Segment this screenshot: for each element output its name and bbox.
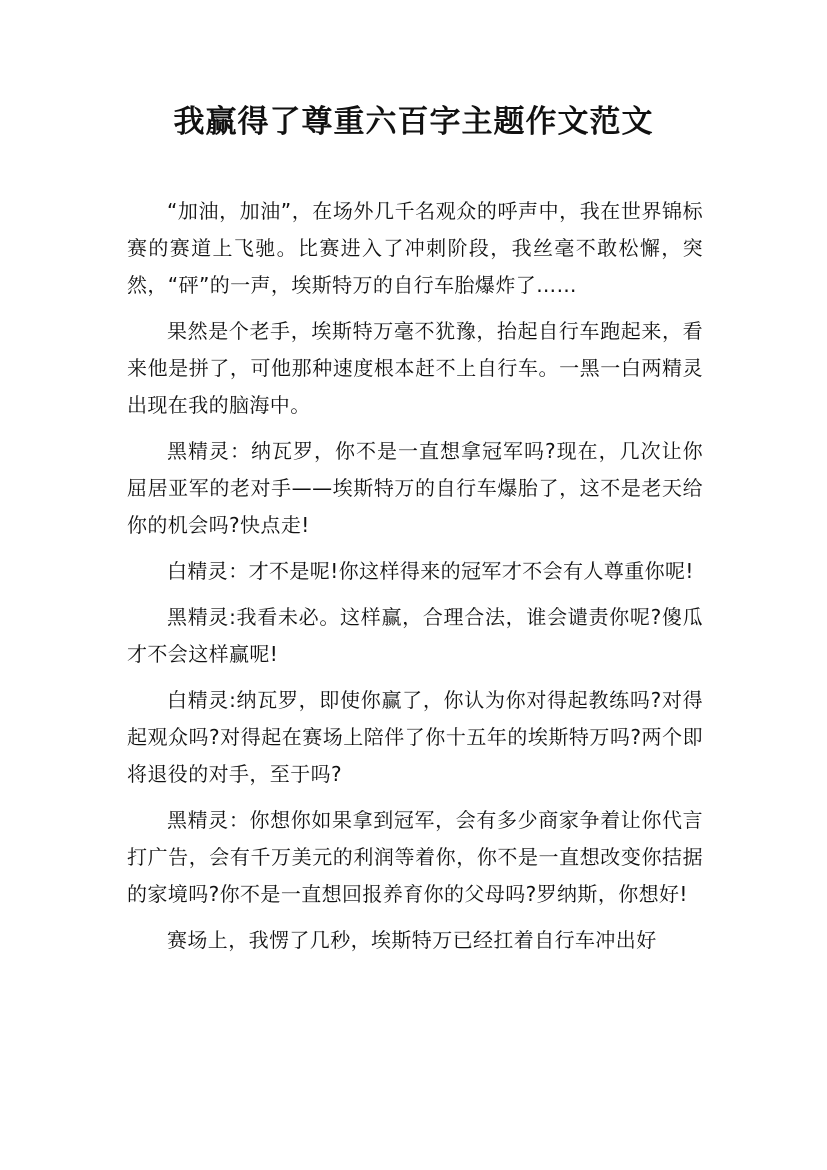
paragraph: 白精灵：才不是呢!你这样得来的冠军才不会有人尊重你呢! <box>167 559 694 583</box>
paragraph: 果然是个老手，埃斯特万毫不犹豫，抬起自行车跑起来，看来他是拼了，可他那种速度根本赶不上自行车。一黑一白两精灵出现在我的脑海中。 <box>127 319 703 417</box>
paragraph: “加油，加油”，在场外几千名观众的呼声中，我在世界锦标赛的赛道上飞驰。比赛进入了冲刺阶段，我丝毫不敢松懈，突然，“砰”的一声，埃斯特万的自行车胎爆炸了…… <box>127 199 703 297</box>
document-title: 我赢得了尊重六百字主题作文范文 <box>173 104 654 140</box>
document-body <box>127 193 703 968</box>
paragraph: 黑精灵:我看未必。这样赢，合理合法，谁会谴责你呢?傻瓜才不会这样赢呢! <box>127 605 703 666</box>
paragraph: 白精灵:纳瓦罗，即使你赢了，你认为你对得起教练吗?对得起观众吗?对得起在赛场上陪伴了你十五年的埃斯特万吗?两个即将退役的对手，至于吗? <box>127 688 703 786</box>
paragraph: 黑精灵：纳瓦罗，你不是一直想拿冠军吗?现在，几次让你屈居亚军的老对手——埃斯特万的自行车爆胎了，这不是老天给你的机会吗?快点走! <box>127 439 703 537</box>
paragraph: 赛场上，我愣了几秒，埃斯特万已经扛着自行车冲出好 <box>167 928 657 952</box>
paragraph: 黑精灵：你想你如果拿到冠军，会有多少商家争着让你代言打广告，会有千万美元的利润等着你，你不是一直想改变你拮据的家境吗?你不是一直想回报养育你的父母吗?罗纳斯，你想好! <box>127 808 703 906</box>
